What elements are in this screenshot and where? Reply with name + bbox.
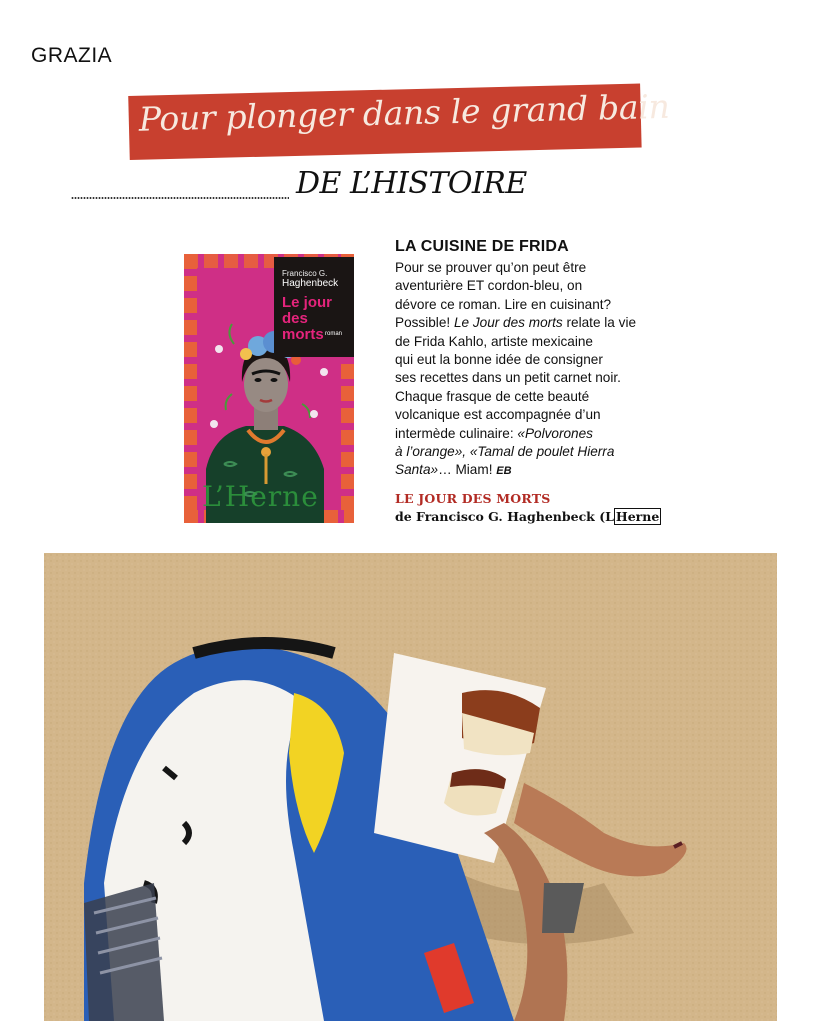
article-text-3: … Miam! [438,462,497,478]
section-subtitle: DE L’HISTOIRE [296,166,527,201]
book-ref-author [395,509,661,524]
beach-reading-photo [44,553,777,1021]
article-title: LA CUISINE DE FRIDA [395,238,569,255]
cover-title-line2: des morts [282,310,324,343]
beach-photo-illustration [44,553,777,1021]
article-book-title: Le Jour des morts [453,315,563,331]
dotted-leader [71,196,289,200]
book-ref-title: LE JOUR DES MORTS [395,491,551,506]
cover-author-last: Haghenbeck [282,278,339,289]
article-text-1: Pour se prouver qu’on peut être aventurière ET cordon-bleu, on dévore ce roman. Lire en cuisinant? Possible! [395,260,612,331]
banner-title: Pour plonger dans le grand bain [138,86,670,139]
article [395,238,665,481]
book-cover [184,254,354,523]
article-body [395,259,665,481]
section-banner [128,84,670,160]
author-initials: EB [496,465,512,478]
cover-author-first: Francisco G. [282,269,328,278]
article-recipes: «Polvorones à l’orange», «Tamal de poulet Hierra Santa» [395,425,615,478]
cover-title-line1: Le jour [282,294,333,311]
book-ref-author-text: de Francisco G. Haghenbeck (L [395,509,614,524]
cover-genre: roman [325,331,343,337]
article-text-2: relate la vie de Frida Kahlo, artiste mexicaine qui eut la bonne idée de consigner ses recettes dans un petit carnet noir. Chaque frasque de cette beauté volcanique est accompagnée d’un intermède culinaire: [395,315,637,441]
cover-title-box [274,257,354,357]
cover-publisher: L’Herne [202,480,319,513]
book-ref-publisher: Herne [615,509,660,524]
publication-name: GRAZIA [31,44,113,67]
